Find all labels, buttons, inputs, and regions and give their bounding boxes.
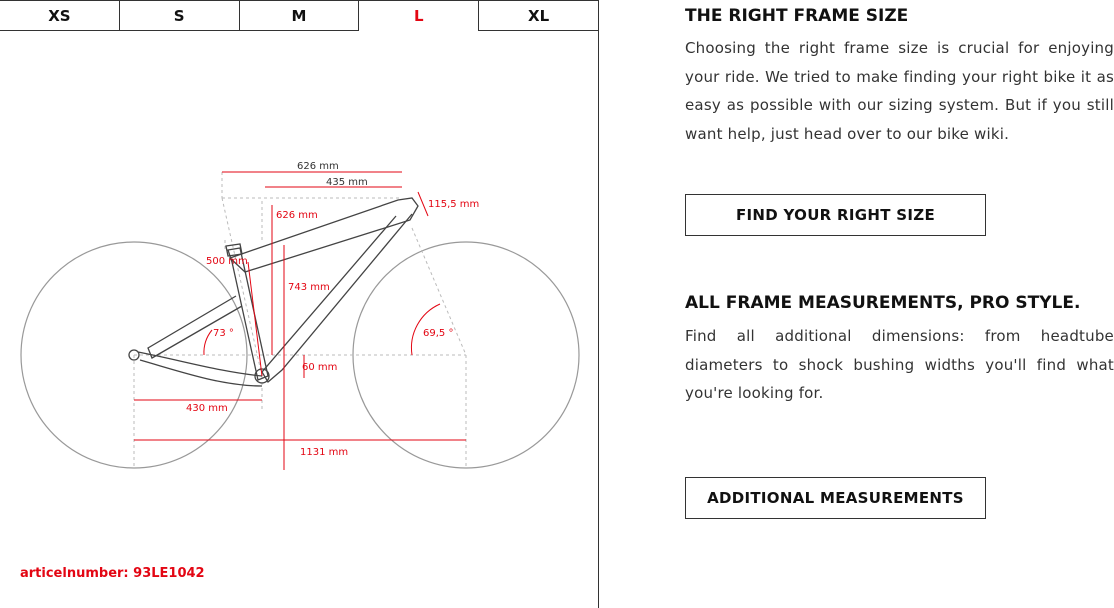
label-head-angle: 69,5 °	[423, 328, 454, 339]
tab-size-s[interactable]: S	[120, 0, 240, 31]
size-tabs	[0, 0, 599, 31]
label-wheelbase: 1131 mm	[300, 447, 349, 458]
tab-size-l[interactable]: L	[359, 0, 479, 31]
tab-size-xl[interactable]: XL	[479, 0, 599, 31]
section-text-measurements: Find all additional dimensions: from headtube diameters to shock bushing widths you'll find what you're looking for.	[685, 327, 1114, 402]
section-text-frame-size: Choosing the right frame size is crucial for enjoying your ride. We tried to make finding your right bike it as easy as possible with our sizing system. But if you still want help, just head over to our bike wiki.	[685, 39, 1114, 143]
label-top-tube: 626 mm	[297, 161, 339, 172]
bike-frame	[129, 198, 418, 386]
label-stack: 626 mm	[276, 210, 318, 221]
label-standover: 743 mm	[288, 282, 330, 293]
label-seat-tube: 500 mm	[206, 256, 248, 267]
tab-size-m[interactable]: M	[240, 0, 360, 31]
label-reach: 435 mm	[326, 177, 368, 188]
label-chainstay: 430 mm	[186, 403, 228, 414]
section-title-frame-size: THE RIGHT FRAME SIZE	[685, 6, 909, 26]
section-title-measurements: ALL FRAME MEASUREMENTS, PRO STYLE.	[685, 293, 1081, 313]
tab-size-xs[interactable]: XS	[0, 0, 120, 31]
label-bb-drop: 60 mm	[302, 362, 338, 373]
additional-measurements-button[interactable]: ADDITIONAL MEASUREMENTS	[685, 477, 986, 519]
bike-geometry-drawing	[0, 31, 598, 551]
info-panel	[685, 0, 1114, 608]
label-seat-angle: 73 °	[213, 328, 234, 339]
label-head-tube: 115,5 mm	[428, 199, 480, 210]
article-number: articelnumber: 93LE1042	[20, 566, 205, 581]
find-your-right-size-button[interactable]: FIND YOUR RIGHT SIZE	[685, 194, 986, 236]
